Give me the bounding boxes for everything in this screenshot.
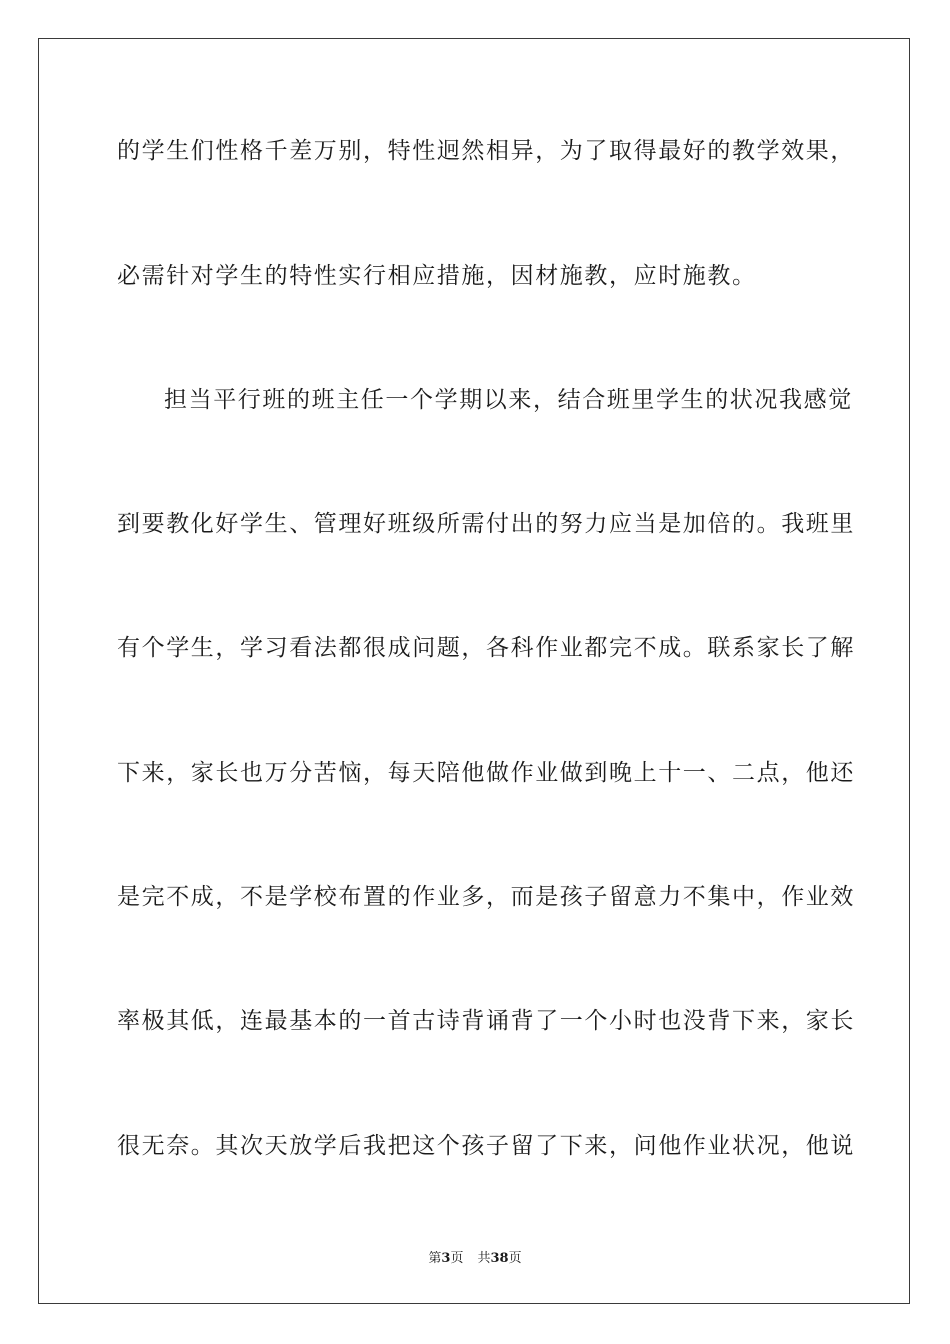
text-line-6: 下来，家长也万分苦恼，每天陪他做作业做到晚上十一、二点，他还 [117,760,855,786]
page-prefix: 第 [428,1251,442,1266]
page-border [38,38,910,1304]
text-line-1: 的学生们性格千差万别，特性迥然相异，为了取得最好的教学效果， [117,138,855,164]
text-line-8: 率极其低，连最基本的一首古诗背诵背了一个小时也没背下来，家长 [117,1008,855,1034]
text-line-7: 是完不成，不是学校布置的作业多，而是孩子留意力不集中，作业效 [117,884,855,910]
total-pages: 38 [490,1251,509,1266]
text-line-4: 到要教化好学生、管理好班级所需付出的努力应当是加倍的。我班里 [117,511,855,537]
page-number: 3 [441,1251,451,1266]
total-prefix: 共 [477,1251,491,1266]
text-line-5: 有个学生，学习看法都很成问题，各科作业都完不成。联系家长了解 [117,635,855,661]
total-suffix: 页 [508,1251,522,1266]
text-line-9: 很无奈。其次天放学后我把这个孩子留了下来，问他作业状况，他说 [117,1133,855,1159]
page-suffix: 页 [450,1251,464,1266]
text-line-2: 必需针对学生的特性实行相应措施，因材施教，应时施教。 [117,263,757,289]
text-line-3: 担当平行班的班主任一个学期以来，结合班里学生的状况我感觉 [164,387,853,413]
page-footer [0,1247,950,1266]
